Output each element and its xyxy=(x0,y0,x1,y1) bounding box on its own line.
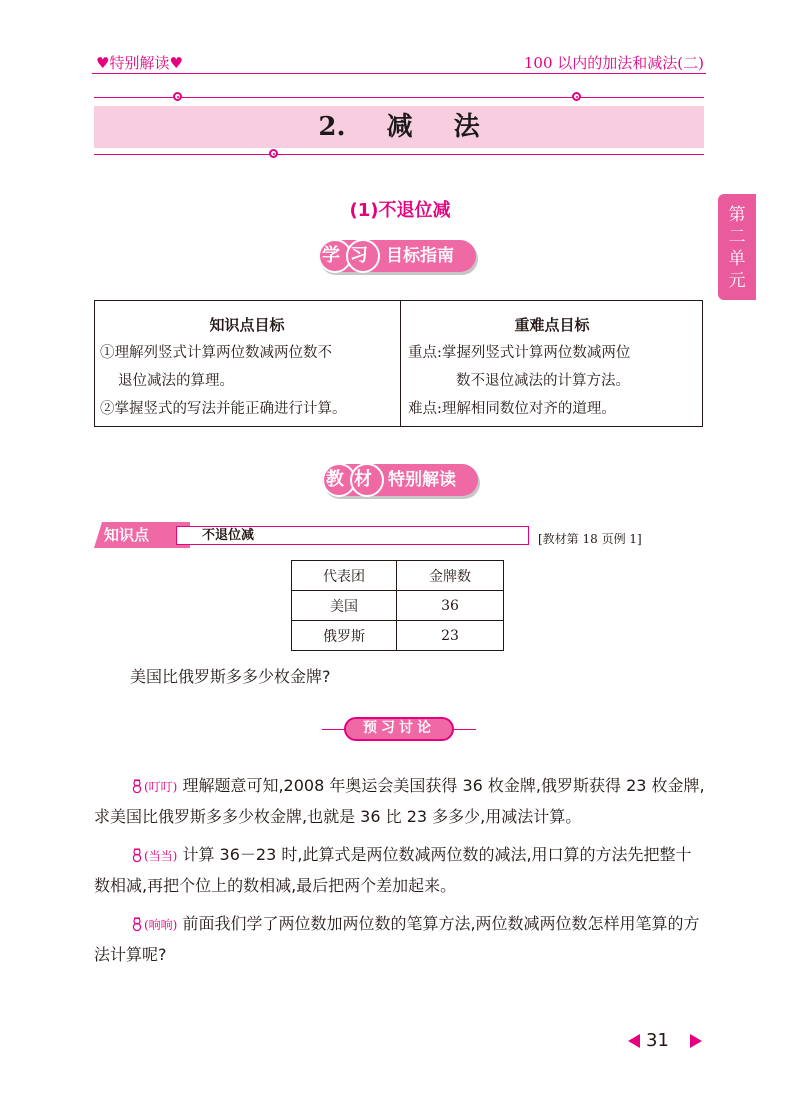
table-header-cell: 代表团 xyxy=(292,561,397,591)
objective-left-line: ②掌握竖式的写法并能正确进行计算。 xyxy=(100,401,347,417)
knowledge-point-tag-label: 知识点 xyxy=(104,526,150,544)
objectives-right-heading: 重难点目标 xyxy=(514,316,590,334)
band-dot-left xyxy=(173,92,182,101)
discussion-paragraph xyxy=(94,909,706,970)
objective-left-line: ①理解列竖式计算两位数减两位数不 xyxy=(100,345,332,361)
unit-tab-char: 二 xyxy=(728,227,746,247)
header-rule xyxy=(92,73,706,74)
knowledge-point-title: 不退位减 xyxy=(202,528,255,543)
textbook-reference: [教材第 18 页例 1] xyxy=(538,532,642,546)
objectives-left-heading: 知识点目标 xyxy=(209,316,285,334)
band-dot-right xyxy=(572,92,581,101)
discussion-paragraph xyxy=(94,771,706,832)
table-cell: 俄罗斯 xyxy=(292,621,397,651)
banner-study-big: 学习 xyxy=(322,245,378,266)
header-section-label: ♥特别解读♥ xyxy=(96,54,183,72)
discussion-paragraphs xyxy=(94,771,706,978)
unit-tab-char: 第 xyxy=(728,205,746,225)
table-row xyxy=(292,561,504,591)
chapter-title: 2. 减 法 xyxy=(318,112,480,142)
objective-right-line: 数不退位减法的计算方法。 xyxy=(456,373,630,389)
discussion-paragraph xyxy=(94,840,706,901)
speaker-label: (叮叮) xyxy=(144,780,178,794)
band-top-rule xyxy=(94,97,704,98)
medal-table xyxy=(291,560,504,651)
banner-textbook-text: 特别解读 xyxy=(388,470,456,490)
table-row xyxy=(292,591,504,621)
snowman-icon xyxy=(130,779,144,793)
next-page-arrow-icon xyxy=(690,1034,702,1048)
table-cell: 36 xyxy=(397,591,504,621)
question-text: 美国比俄罗斯多多少枚金牌? xyxy=(130,667,331,686)
table-cell: 美国 xyxy=(292,591,397,621)
unit-tab-char: 单 xyxy=(728,249,746,269)
band-dot-bottom xyxy=(269,149,278,158)
table-cell: 23 xyxy=(397,621,504,651)
page-number: 31 xyxy=(646,1030,669,1051)
unit-tab-char: 元 xyxy=(728,271,746,291)
speaker-label: (当当) xyxy=(144,849,178,863)
section-subtitle: (1)不退位减 xyxy=(349,200,451,221)
paragraph-text: 理解题意可知,2008 年奥运会美国获得 36 枚金牌,俄罗斯获得 23 枚金牌,求美国比俄罗斯多多少枚金牌,也就是 36 比 23 多多少,用减法计算。 xyxy=(94,776,705,826)
table-row xyxy=(292,621,504,651)
band-bottom-rule xyxy=(94,154,704,155)
objective-left-line: 退位减法的算理。 xyxy=(118,373,234,389)
paragraph-text: 计算 36－23 时,此算式是两位数减两位数的减法,用口算的方法先把整十数相减,再把个位上的数相减,最后把两个差加起来。 xyxy=(94,845,692,895)
speaker-label: (响响) xyxy=(144,918,178,932)
snowman-icon xyxy=(130,917,144,931)
prev-page-arrow-icon xyxy=(628,1034,640,1048)
paragraph-text: 前面我们学了两位数加两位数的笔算方法,两位数减两位数怎样用笔算的方法计算呢? xyxy=(94,914,700,964)
snowman-icon xyxy=(130,848,144,862)
banner-textbook-big: 教材 xyxy=(326,469,382,490)
objective-right-line: 重点:掌握列竖式计算两位数减两位 xyxy=(408,345,631,361)
discussion-label: 预习讨论 xyxy=(363,720,435,736)
objective-right-line: 难点:理解相同数位对齐的道理。 xyxy=(408,401,616,417)
table-header-cell: 金牌数 xyxy=(397,561,504,591)
banner-study-text: 目标指南 xyxy=(386,246,454,266)
header-chapter-label: 100 以内的加法和减法(二) xyxy=(523,54,704,72)
